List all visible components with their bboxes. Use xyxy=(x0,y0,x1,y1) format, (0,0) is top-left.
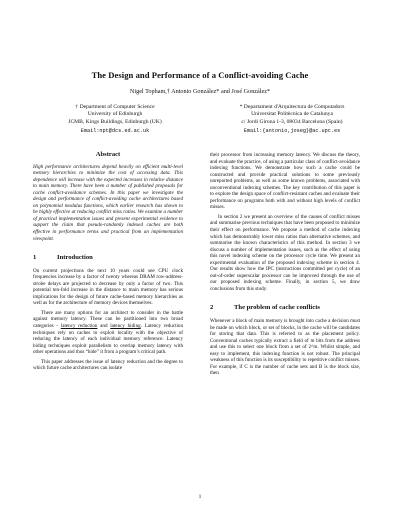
right-column xyxy=(210,152,360,380)
affiliation-left-university: University of Edinburgh xyxy=(87,111,143,118)
affiliation-left-dept: † Department of Computer Science xyxy=(75,104,155,110)
right-column-paragraph-2: In section 2 we present an overview of the causes of conflict misses and summarise previous techniques that have been proposed to minimize their effect on performance. We propose a method of cache indexing which has demonstrably lower miss ratios than alternative schemes, and summarise the known characteristics of this method. In section 3 we discuss a number of implementation issues, such as the effect of using this novel indexing scheme on the processor cycle time. We present an experimental evaluation of the proposed indexing scheme in section 4. Our results show how the IPC (instructions committed per cycle) of an out-of-order superscalar processor can be improved through the use of our proposed indexing scheme. Finally, in section 5, we draw conclusions from this study. xyxy=(210,213,360,292)
section-1-p2-text-a: There are many options for an architect to consider in the battle against memory latency. These can be partitioned into two broad categories - xyxy=(33,309,183,330)
author-list: Nigel Topham,† Antonio González* and José González* xyxy=(129,88,271,95)
term-latency-reduction: latency reduction xyxy=(60,323,98,330)
abstract-heading: Abstract xyxy=(95,151,121,158)
affiliation-left-email: Email:npt@dcs.ed.ac.uk xyxy=(80,128,150,135)
section-1-number: 1 xyxy=(33,254,37,262)
affiliation-left xyxy=(40,104,190,136)
affiliation-right-address: c/ Jordi Girona 1-3, 08034 Barcelona (Spain) xyxy=(241,118,343,125)
affiliation-right-dept: * Departament d'Arquitectura de Computadors xyxy=(239,104,345,110)
left-column xyxy=(33,152,183,375)
section-1-heading xyxy=(33,255,183,262)
page-number: 1 xyxy=(198,494,202,500)
affiliation-left-address: JCMB, Kings Buildings, Edinburgh (UK) xyxy=(68,118,162,125)
section-1-p2-text-b: and xyxy=(97,323,111,330)
section-1-title: Introduction xyxy=(57,254,93,262)
section-2-number: 2 xyxy=(210,304,214,312)
affiliation-right xyxy=(212,104,372,136)
section-2-title: The problem of cache conflicts xyxy=(234,304,320,312)
section-2-paragraph-1: Whenever a block of main memory is brought into cache a decision must be made on which block, or set of blocks, in the cache will be candidates for storing that data. This is referred to as the placement policy. Conventional caches typically extract a field of m bits from the address and use this to select one block from a set of 2^m. Whilst simple, and easy to implement, this indexing function is not robust. The principal weakness of this function is its susceptibility to repetitive conflict misses. For example, if C is the number of cache sets and B is the block size, then xyxy=(210,318,360,377)
affiliation-right-email: Email:{antonio,joseg}@ac.upc.es xyxy=(243,128,341,135)
section-1-paragraph-3: This paper addresses the issue of latency reduction and the degree to which future cache architectures can isolate xyxy=(33,358,183,372)
section-2-heading xyxy=(210,305,360,312)
paper-title: The Design and Performance of a Conflict-avoiding Cache xyxy=(91,70,309,80)
term-latency-hiding: latency hiding xyxy=(110,323,141,330)
section-1-p2-text-c: . Latency reduction techniques rely on caches to exploit locality with the objective of reducing the latency of each individual memory reference. Latency hiding techniques exploit parallelism to overlap memory latency with other operations and thus “hide” it from a program’s critical path. xyxy=(33,323,184,356)
section-1-paragraph-2 xyxy=(33,310,183,356)
abstract-text: High performance architectures depend heavily on efficient multi-level memory hierarchies to minimize the cost of accessing data. This dependence will increase with the expected increases in relative distance to main memory. There have been a number of published proposals for cache conflict-avoidance schemes. In this paper we investigate the design and performance of conflict-avoiding cache architectures based on polynomial modulus functions, which earlier research has shown to be highly effective at reducing conflict miss ratios. We examine a number of practical implementation issues and present experimental evidence to support the claim that pseudo-randomly indexed caches are both effective in performance terms and practical from an implementation viewpoint. xyxy=(33,163,183,242)
section-1-paragraph-1: On current projections the next 10 years could see CPU clock frequencies increase by a factor of twenty whereas DRAM row-address-strobe delays are projected to decrease by only a factor of two. This potential ten-fold increase in the distance to main memory has serious implications for the design of future cache-based memory hierarchies as well as for the architecture of memory devices themselves. xyxy=(33,267,183,307)
affiliation-right-university: Universitat Politècnica de Catalunya xyxy=(251,111,333,118)
right-column-paragraph-1: their processor from increasing memory latency. We discuss the theory, and evaluate the practice, of using a particular class of conflict-avoidance indexing functions. We demonstrate how such a cache could be constructed and provide practical solutions to some previously unreported problems, as well as some known problems, associated with unconventional indexing schemes. The key contribution of this paper is to explore the design space of conflict-resistant caches and evaluate their performance on programs both with and without high levels of conflict misses. xyxy=(210,152,360,211)
